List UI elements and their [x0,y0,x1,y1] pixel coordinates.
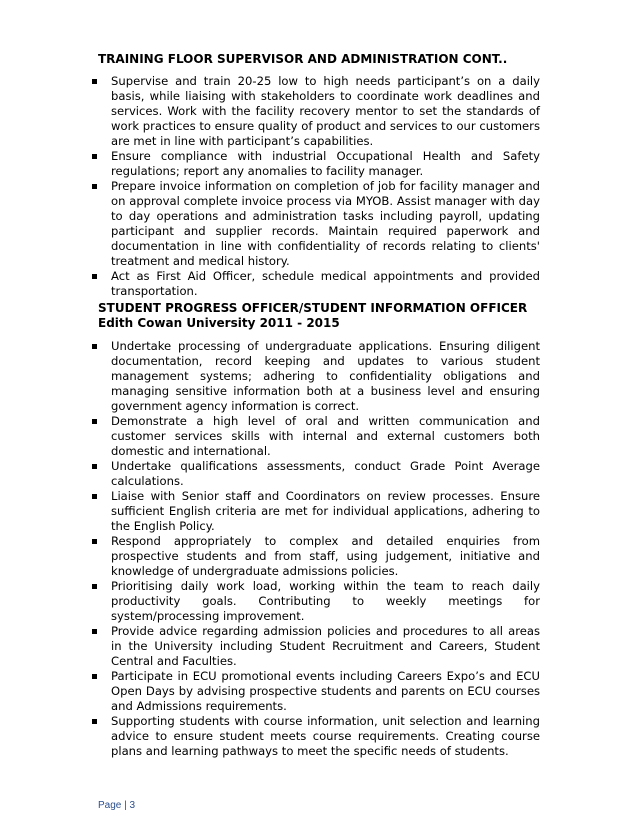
list-item-text: Prepare invoice information on completion of job for facility manager and on approval complete invoice process via MYOB. Assist manager with day to day operations and administration tasks including payroll, updating participant and supplier records. Maintain required paperwork and documentation in line with confidentiality of records relating to clients' treatment and medical history. [111,179,540,268]
list-item-text: Liaise with Senior staff and Coordinators on review processes. Ensure sufficient English criteria are met for individual applications, adhering to the English Policy. [111,489,540,533]
list-item-text: Act as First Aid Officer, schedule medical appointments and provided transportation. [111,269,540,298]
bullet-icon [92,344,97,349]
bullet-icon [92,79,97,84]
bullet-icon [92,464,97,469]
bullet-icon [92,184,97,189]
list-item-text: Prioritising daily work load, working within the team to reach daily productivity goals. Contributing to weekly meetings for system/processing improvement. [111,579,540,623]
bullet-icon [92,494,97,499]
list-item [0,624,540,669]
bullet-icon [92,719,97,724]
bullet-list-student-progress [0,339,638,759]
list-item [0,179,540,269]
list-item-text: Supervise and train 20-25 low to high needs participant’s on a daily basis, while liaising with stakeholders to coordinate work deadlines and services. Work with the facility recovery mentor to set the standards of work practices to ensure quality of product and services to our customers are met in line with participant’s capabilities. [111,74,540,148]
bullet-icon [92,419,97,424]
section-heading-student-progress: STUDENT PROGRESS OFFICER/STUDENT INFORMATION OFFICER [98,301,528,315]
list-item [0,74,540,149]
list-item-text: Provide advice regarding admission policies and procedures to all areas in the University including Student Recruitment and Careers, Student Central and Faculties. [111,624,540,668]
bullet-icon [92,154,97,159]
list-item-text: Participate in ECU promotional events including Careers Expo’s and ECU Open Days by advising prospective students and parents on ECU courses and Admissions requirements. [111,669,540,713]
list-item [0,339,540,414]
list-item [0,269,540,299]
list-item-text: Supporting students with course information, unit selection and learning advice to ensure student meets course requirements. Creating course plans and learning pathways to meet the specific needs of students. [111,714,540,758]
list-item [0,714,540,759]
bullet-icon [92,539,97,544]
list-item [0,459,540,489]
list-item-text: Ensure compliance with industrial Occupational Health and Safety regulations; report any anomalies to facility manager. [111,149,540,178]
list-item [0,489,540,534]
list-item [0,149,540,179]
bullet-icon [92,629,97,634]
list-item-text: Undertake qualifications assessments, conduct Grade Point Average calculations. [111,459,540,488]
bullet-icon [92,584,97,589]
page-number: Page | 3 [98,800,136,811]
bullet-icon [92,274,97,279]
list-item [0,579,540,624]
list-item [0,669,540,714]
employer-and-dates: Edith Cowan University 2011 - 2015 [98,316,340,330]
bullet-list-training-floor [0,74,638,299]
list-item-text: Respond appropriately to complex and detailed enquiries from prospective students and from staff, using judgement, initiative and knowledge of undergraduate admissions policies. [111,534,540,578]
list-item [0,534,540,579]
list-item-text: Demonstrate a high level of oral and written communication and customer services skills with internal and external customers both domestic and international. [111,414,540,458]
bullet-icon [92,674,97,679]
list-item-text: Undertake processing of undergraduate applications. Ensuring diligent documentation, record keeping and updates to various student management systems; adhering to confidentiality obligations and managing sensitive information both at a business level and ensuring government agency information is correct. [111,339,540,413]
list-item [0,414,540,459]
section-heading-training-floor: TRAINING FLOOR SUPERVISOR AND ADMINISTRATION CONT.. [98,52,508,66]
